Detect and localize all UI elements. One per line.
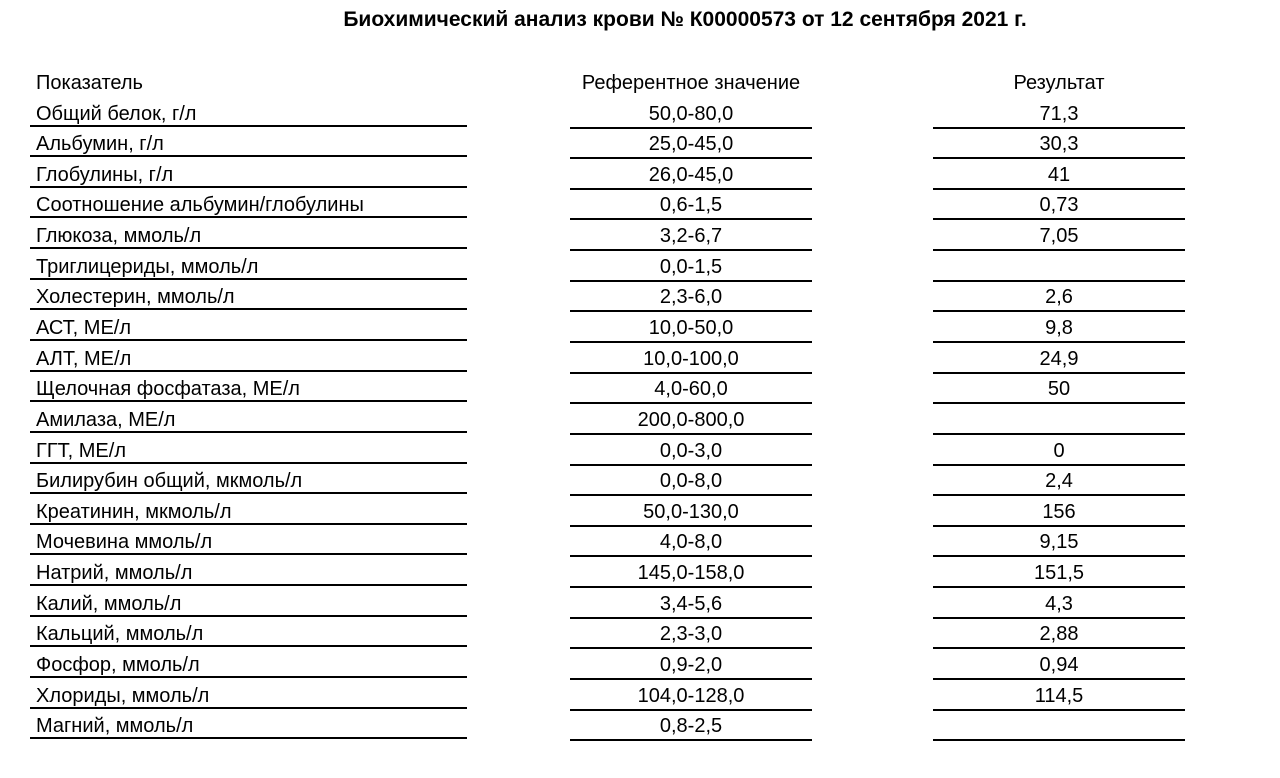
reference-cell: 2,3-6,0 <box>570 284 812 312</box>
result-cell: 7,05 <box>933 223 1185 251</box>
indicator-cell: Глобулины, г/л <box>30 162 467 188</box>
result-cell: 41 <box>933 162 1185 190</box>
reference-cell: 50,0-80,0 <box>570 101 812 129</box>
reference-cell: 0,0-1,5 <box>570 254 812 282</box>
reference-cell: 200,0-800,0 <box>570 407 812 435</box>
header-indicator: Показатель <box>36 72 143 94</box>
result-cell <box>933 713 1185 741</box>
indicator-cell: Билирубин общий, мкмоль/л <box>30 468 467 494</box>
result-cell <box>933 254 1185 282</box>
reference-cell: 0,0-3,0 <box>570 438 812 466</box>
reference-cell: 3,2-6,7 <box>570 223 812 251</box>
reference-cell: 0,8-2,5 <box>570 713 812 741</box>
reference-cell: 4,0-8,0 <box>570 529 812 557</box>
result-cell <box>933 407 1185 435</box>
table-row <box>0 374 1280 405</box>
indicator-cell: Глюкоза, ммоль/л <box>30 223 467 249</box>
result-cell: 4,3 <box>933 591 1185 619</box>
indicator-cell: Мочевина ммоль/л <box>30 529 467 555</box>
indicator-cell: Соотношение альбумин/глобулины <box>30 192 467 218</box>
result-cell: 50 <box>933 376 1185 404</box>
reference-cell: 0,0-8,0 <box>570 468 812 496</box>
table-row <box>0 190 1280 221</box>
result-cell: 0,94 <box>933 652 1185 680</box>
indicator-cell: Натрий, ммоль/л <box>30 560 467 586</box>
indicator-cell: Альбумин, г/л <box>30 131 467 157</box>
indicator-cell: ГГТ, МЕ/л <box>30 438 467 464</box>
result-cell: 114,5 <box>933 683 1185 711</box>
table-row <box>0 527 1280 558</box>
result-cell: 2,6 <box>933 284 1185 312</box>
indicator-cell: Триглицериды, ммоль/л <box>30 254 467 280</box>
table-row <box>0 160 1280 191</box>
header-reference-label: Референтное значение <box>581 72 801 94</box>
table-row <box>0 436 1280 467</box>
indicator-cell: Холестерин, ммоль/л <box>30 284 467 310</box>
reference-cell: 0,9-2,0 <box>570 652 812 680</box>
table-row <box>0 589 1280 620</box>
result-cell: 9,15 <box>933 529 1185 557</box>
reference-cell: 4,0-60,0 <box>570 376 812 404</box>
table-row <box>0 650 1280 681</box>
indicator-cell: Магний, ммоль/л <box>30 713 467 739</box>
table-row <box>0 466 1280 497</box>
reference-cell: 10,0-50,0 <box>570 315 812 343</box>
reference-cell: 3,4-5,6 <box>570 591 812 619</box>
table-row <box>0 282 1280 313</box>
reference-cell: 26,0-45,0 <box>570 162 812 190</box>
indicator-cell: АЛТ, МЕ/л <box>30 346 467 372</box>
reference-cell: 10,0-100,0 <box>570 346 812 374</box>
table-row <box>0 344 1280 375</box>
table-row <box>0 313 1280 344</box>
table-row <box>0 99 1280 130</box>
reference-cell: 104,0-128,0 <box>570 683 812 711</box>
indicator-cell: Калий, ммоль/л <box>30 591 467 617</box>
reference-cell: 50,0-130,0 <box>570 499 812 527</box>
result-cell: 0,73 <box>933 192 1185 220</box>
result-cell: 71,3 <box>933 101 1185 129</box>
result-cell: 24,9 <box>933 346 1185 374</box>
result-cell: 0 <box>933 438 1185 466</box>
table-row <box>0 681 1280 712</box>
header-reference <box>570 71 812 95</box>
result-cell: 156 <box>933 499 1185 527</box>
table-row <box>0 252 1280 283</box>
result-cell: 9,8 <box>933 315 1185 343</box>
table-row <box>0 497 1280 528</box>
result-cell: 2,4 <box>933 468 1185 496</box>
indicator-cell: Креатинин, мкмоль/л <box>30 499 467 525</box>
table-row <box>0 558 1280 589</box>
reference-cell: 145,0-158,0 <box>570 560 812 588</box>
indicator-cell: Амилаза, МЕ/л <box>30 407 467 433</box>
indicator-cell: Общий белок, г/л <box>30 101 467 127</box>
reference-cell: 25,0-45,0 <box>570 131 812 159</box>
indicator-cell: АСТ, МЕ/л <box>30 315 467 341</box>
reference-cell: 0,6-1,5 <box>570 192 812 220</box>
header-result: Результат <box>1013 72 1105 94</box>
reference-cell: 2,3-3,0 <box>570 621 812 649</box>
indicator-cell: Щелочная фосфатаза, МЕ/л <box>30 376 467 402</box>
indicator-cell: Кальций, ммоль/л <box>30 621 467 647</box>
table-row <box>0 129 1280 160</box>
indicator-cell: Фосфор, ммоль/л <box>30 652 467 678</box>
table-row <box>0 619 1280 650</box>
indicator-cell: Хлориды, ммоль/л <box>30 683 467 709</box>
table-row <box>0 405 1280 436</box>
result-cell: 2,88 <box>933 621 1185 649</box>
results-table <box>0 99 1280 742</box>
document-title: Биохимический анализ крови № К00000573 от 12 сентября 2021 г. <box>343 8 1027 31</box>
table-row <box>0 221 1280 252</box>
result-cell: 30,3 <box>933 131 1185 159</box>
table-row <box>0 711 1280 742</box>
result-cell: 151,5 <box>933 560 1185 588</box>
